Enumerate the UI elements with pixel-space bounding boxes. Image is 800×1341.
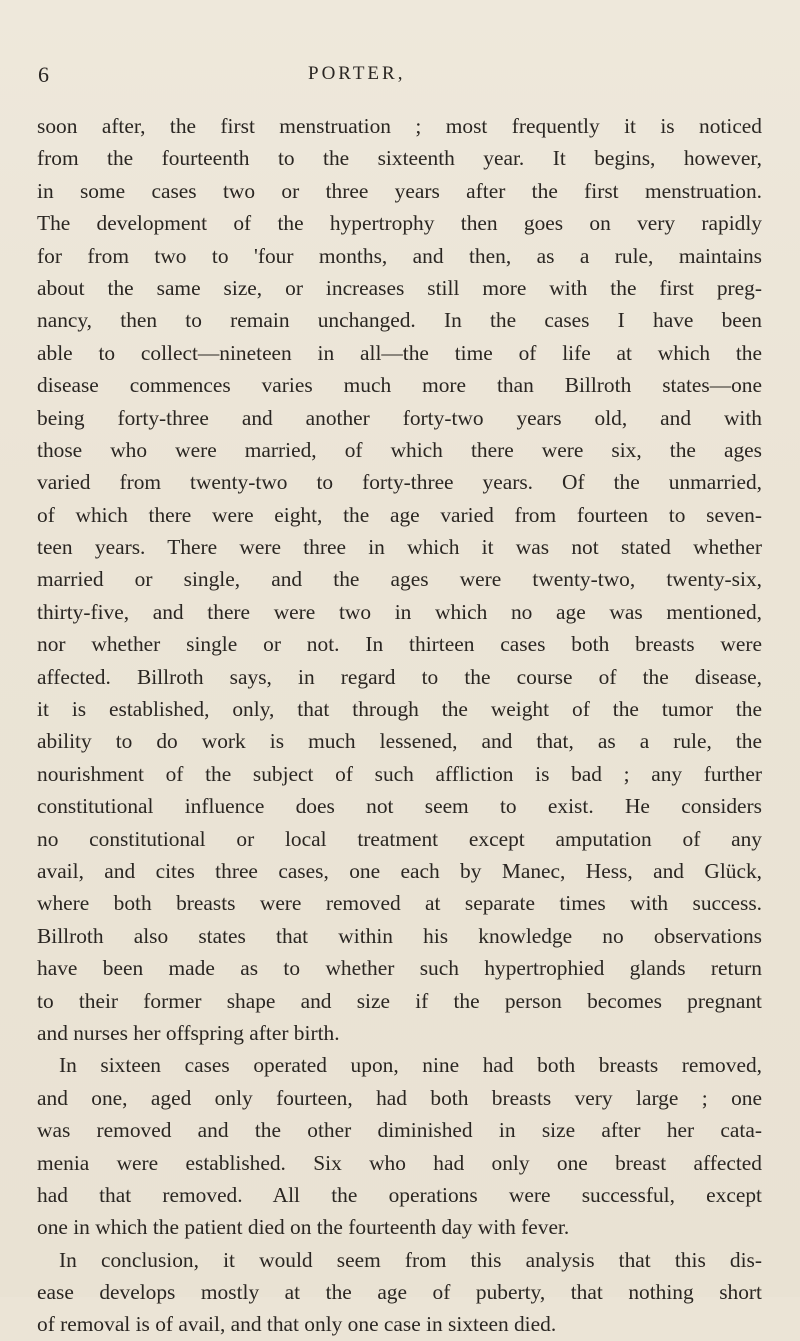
text-line: varied from twenty-two to forty-three years. Of the unmarried, — [37, 470, 762, 495]
text-line: nancy, then to remain unchanged. In the cases I have been — [37, 308, 762, 333]
running-head — [38, 62, 778, 92]
page-number: 6 — [38, 62, 49, 87]
text-line: about the same size, or increases still more with the first preg- — [37, 275, 762, 300]
text-line: where both breasts were removed at separate times with success. — [37, 891, 762, 916]
text-line: able to collect—nineteen in all—the time of life at which the — [37, 340, 762, 365]
text-line: no constitutional or local treatment except amputation of any — [37, 826, 762, 851]
text-line: for from two to 'four months, and then, as a rule, maintains — [37, 243, 762, 268]
text-line: to their former shape and size if the person becomes pregnant — [37, 988, 762, 1013]
text-line: soon after, the first menstruation ; most frequently it is noticed — [37, 114, 762, 138]
text-line: being forty-three and another forty-two years old, and with — [37, 405, 762, 430]
paragraph-start-line: In sixteen cases operated upon, nine had both breasts removed, — [59, 1053, 762, 1078]
text-line: had that removed. All the operations were successful, except — [37, 1182, 762, 1207]
text-line: teen years. There were three in which it was not stated whether — [37, 535, 762, 560]
text-line: nor whether single or not. In thirteen cases both breasts were — [37, 632, 762, 657]
body-text — [37, 110, 762, 1341]
text-line: married or single, and the ages were twenty-two, twenty-six, — [37, 567, 762, 592]
text-line: it is established, only, that through the weight of the tumor the — [37, 697, 762, 722]
text-line: The development of the hypertrophy then goes on very rapidly — [37, 211, 762, 236]
text-line: constitutional influence does not seem to exist. He considers — [37, 794, 762, 819]
paragraph-end-line: one in which the patient died on the fourteenth day with fever. — [37, 1215, 570, 1240]
text-line: affected. Billroth says, in regard to the course of the disease, — [37, 664, 762, 689]
text-line: avail, and cites three cases, one each by Manec, Hess, and Glück, — [37, 858, 762, 883]
running-head-title: PORTER, — [308, 63, 406, 84]
text-line: ease develops mostly at the age of puberty, that nothing short — [37, 1280, 762, 1305]
text-line: and one, aged only fourteen, had both breasts very large ; one — [37, 1085, 762, 1110]
text-line: in some cases two or three years after the first menstruation. — [37, 178, 762, 203]
text-line: nourishment of the subject of such affliction is bad ; any further — [37, 761, 762, 786]
text-line: menia were established. Six who had only one breast affected — [37, 1150, 762, 1175]
text-line: ability to do work is much lessened, and that, as a rule, the — [37, 729, 762, 754]
text-line: disease commences varies much more than Billroth states—one — [37, 373, 762, 398]
text-line: from the fourteenth to the sixteenth year. It begins, however, — [37, 146, 762, 171]
paragraph-start-line: In conclusion, it would seem from this analysis that this dis- — [59, 1247, 762, 1272]
text-line: thirty-five, and there were two in which no age was mentioned, — [37, 599, 762, 624]
text-line: Billroth also states that within his knowledge no observations — [37, 923, 762, 948]
text-line: those who were married, of which there were six, the ages — [37, 437, 762, 462]
text-line: of which there were eight, the age varied from fourteen to seven- — [37, 502, 762, 527]
paragraph-end-line: of removal is of avail, and that only one case in sixteen died. — [37, 1312, 557, 1337]
text-line: was removed and the other diminished in size after her cata- — [37, 1118, 762, 1143]
text-line: have been made as to whether such hypertrophied glands return — [37, 956, 762, 981]
paragraph-end-line: and nurses her offspring after birth. — [37, 1020, 340, 1045]
